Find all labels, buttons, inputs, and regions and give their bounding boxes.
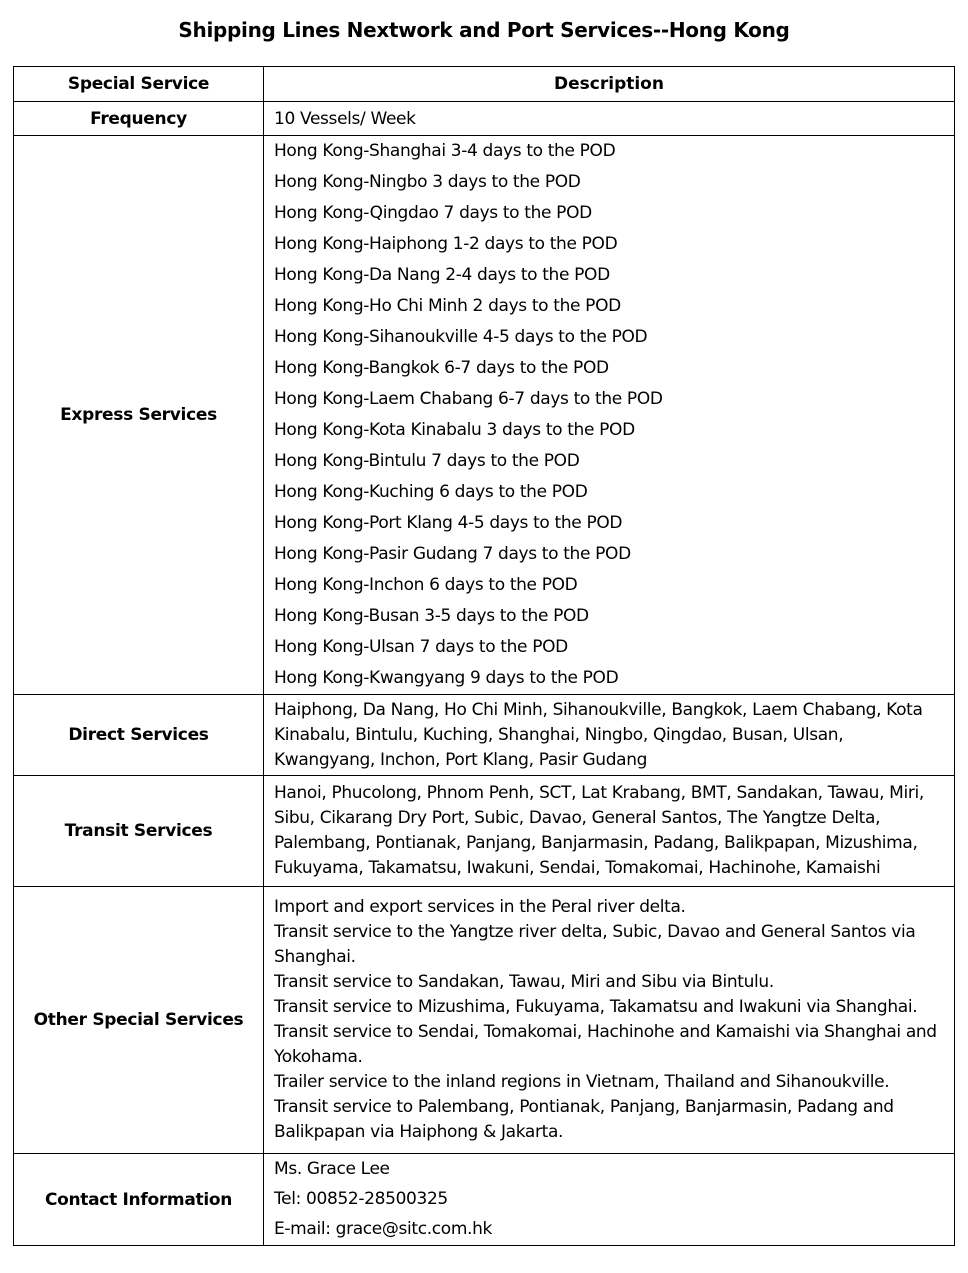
direct-services-label: Direct Services [14,695,264,776]
other-service-item: Transit service to Mizushima, Fukuyama, Takamatsu and Iwakuni via Shanghai. [274,997,918,1017]
row-direct-services [14,695,955,776]
express-services-label: Express Services [14,136,264,695]
other-service-item: Transit service to Sandakan, Tawau, Miri and Sibu via Bintulu. [274,972,774,992]
express-item: Hong Kong-Kuching 6 days to the POD [274,482,588,502]
row-transit-services [14,776,955,887]
row-contact-information [14,1154,955,1246]
row-express-services [14,136,955,695]
express-services-list [264,136,955,695]
page-title: Shipping Lines Nextwork and Port Services--Hong Kong [178,18,790,42]
other-service-item: Transit service to Palembang, Pontianak, Panjang, Banjarmasin, Padang and Balikpapan via Haiphong & Jakarta. [274,1097,894,1142]
header-special-service: Special Service [14,67,264,102]
contact-information-details [264,1154,955,1246]
row-frequency [14,102,955,136]
other-special-services-label: Other Special Services [14,887,264,1154]
express-item: Hong Kong-Kota Kinabalu 3 days to the POD [274,420,635,440]
header-description: Description [264,67,955,102]
express-item: Hong Kong-Da Nang 2-4 days to the POD [274,265,610,285]
direct-services-text: Haiphong, Da Nang, Ho Chi Minh, Sihanoukville, Bangkok, Laem Chabang, Kota Kinabalu, Bintulu, Kuching, Shanghai, Ningbo, Qingdao, Busan, Ulsan, Kwangyang, Inchon, Port Klang, Pasir Gudang [264,695,955,776]
express-item: Hong Kong-Kwangyang 9 days to the POD [274,668,619,688]
other-service-item: Import and export services in the Peral river delta. [274,897,686,917]
transit-services-label: Transit Services [14,776,264,887]
express-item: Hong Kong-Bintulu 7 days to the POD [274,451,580,471]
transit-services-text: Hanoi, Phucolong, Phnom Penh, SCT, Lat Krabang, BMT, Sandakan, Tawau, Miri, Sibu, Cikarang Dry Port, Subic, Davao, General Santos, The Yangtze Delta, Palembang, Pontianak, Panjang, Banjarmasin, Padang, Balikpapan, Mizushima, Fukuyama, Takamatsu, Iwakuni, Sendai, Tomakomai, Hachinohe, Kamaishi [264,776,955,887]
frequency-label: Frequency [14,102,264,136]
express-item: Hong Kong-Inchon 6 days to the POD [274,575,578,595]
express-item: Hong Kong-Pasir Gudang 7 days to the POD [274,544,631,564]
express-item: Hong Kong-Bangkok 6-7 days to the POD [274,358,609,378]
contact-name: Ms. Grace Lee [274,1158,390,1179]
express-item: Hong Kong-Qingdao 7 days to the POD [274,203,592,223]
contact-information-label: Contact Information [14,1154,264,1246]
other-service-item: Transit service to the Yangtze river delta, Subic, Davao and General Santos via Shanghai. [274,922,916,967]
header-row [14,67,955,102]
express-item: Hong Kong-Shanghai 3-4 days to the POD [274,141,616,161]
other-special-services-list [264,887,955,1154]
frequency-value: 10 Vessels/ Week [264,102,955,136]
express-item: Hong Kong-Port Klang 4-5 days to the POD [274,513,623,533]
express-item: Hong Kong-Ningbo 3 days to the POD [274,172,581,192]
express-item: Hong Kong-Laem Chabang 6-7 days to the POD [274,389,663,409]
contact-tel: Tel: 00852-28500325 [274,1188,448,1209]
express-item: Hong Kong-Busan 3-5 days to the POD [274,606,589,626]
express-item: Hong Kong-Haiphong 1-2 days to the POD [274,234,618,254]
other-service-item: Transit service to Sendai, Tomakomai, Hachinohe and Kamaishi via Shanghai and Yokohama. [274,1022,937,1067]
contact-email: E-mail: grace@sitc.com.hk [274,1218,493,1239]
express-item: Hong Kong-Ho Chi Minh 2 days to the POD [274,296,621,316]
express-item: Hong Kong-Ulsan 7 days to the POD [274,637,568,657]
services-table [13,66,955,1246]
express-item: Hong Kong-Sihanoukville 4-5 days to the POD [274,327,648,347]
other-service-item: Trailer service to the inland regions in Vietnam, Thailand and Sihanoukville. [274,1072,890,1092]
row-other-special-services [14,887,955,1154]
